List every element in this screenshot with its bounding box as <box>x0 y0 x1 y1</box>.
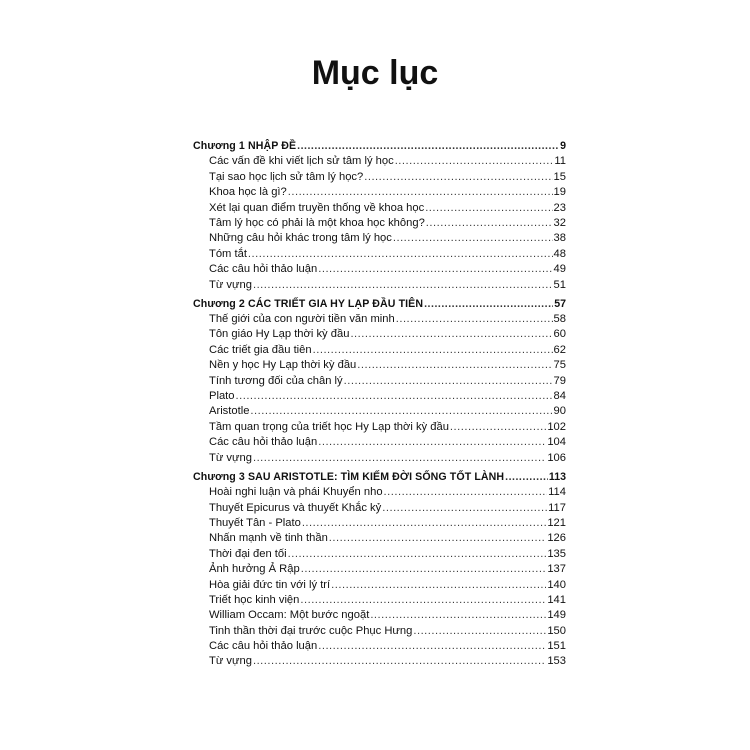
dot-leader <box>350 327 552 342</box>
toc-entry-label: Hoài nghi luận và phái Khuyển nho <box>209 486 383 499</box>
toc-entry[interactable] <box>193 374 566 389</box>
toc-entry[interactable] <box>193 278 566 293</box>
toc-entry[interactable] <box>193 216 566 231</box>
dot-leader <box>253 654 546 669</box>
toc-entry-page-number: 58 <box>553 313 566 326</box>
toc-entry-page-number: 19 <box>553 186 566 199</box>
toc-entry-label: Hòa giải đức tin với lý trí <box>209 578 331 591</box>
toc-entry[interactable] <box>193 201 566 216</box>
toc-entry-label: Những câu hỏi khác trong tâm lý học <box>209 232 392 245</box>
table-of-contents <box>193 139 566 670</box>
toc-entry-label: Các triết gia đầu tiên <box>209 343 312 356</box>
toc-entry-page-number: 151 <box>547 640 566 653</box>
toc-entry-label: Tâm lý học có phải là một khoa học không? <box>209 216 425 229</box>
toc-entry[interactable] <box>193 389 566 404</box>
toc-entry[interactable] <box>193 262 566 277</box>
toc-entry-page-number: 106 <box>547 451 566 464</box>
toc-entry-label: Các câu hỏi thảo luận <box>209 263 318 276</box>
toc-entry[interactable] <box>193 231 566 246</box>
toc-entry-page-number: 126 <box>547 532 566 545</box>
toc-entry[interactable] <box>193 404 566 419</box>
dot-leader <box>288 547 547 562</box>
toc-entry[interactable] <box>193 624 566 639</box>
dot-leader <box>396 312 553 327</box>
dot-leader <box>357 358 552 373</box>
toc-entry-label: Tinh thần thời đại trước cuộc Phục Hưng <box>209 624 413 637</box>
toc-entry[interactable] <box>193 451 566 466</box>
dot-leader <box>393 231 553 246</box>
dot-leader <box>297 139 559 154</box>
chapter-heading[interactable] <box>193 297 566 312</box>
dot-leader <box>424 297 553 312</box>
dot-leader <box>318 435 546 450</box>
dot-leader <box>425 201 552 216</box>
toc-entry-label: Nền y học Hy Lạp thời kỳ đầu <box>209 359 357 372</box>
toc-entry-page-number: 90 <box>553 405 566 418</box>
dot-leader <box>344 374 553 389</box>
toc-entry-page-number: 135 <box>547 547 566 560</box>
dot-leader <box>413 624 546 639</box>
dot-leader <box>364 170 552 185</box>
toc-entry[interactable] <box>193 358 566 373</box>
dot-leader <box>288 185 553 200</box>
toc-entry-label: Xét lại quan điểm truyền thống về khoa học <box>209 201 425 214</box>
toc-entry-page-number: 38 <box>553 232 566 245</box>
dot-leader <box>301 562 547 577</box>
toc-entry-page-number: 79 <box>553 374 566 387</box>
toc-entry[interactable] <box>193 531 566 546</box>
toc-entry-page-number: 84 <box>553 390 566 403</box>
chapter-page-number: 9 <box>560 140 566 152</box>
chapter-heading[interactable] <box>193 470 566 485</box>
dot-leader <box>253 278 553 293</box>
toc-entry[interactable] <box>193 435 566 450</box>
dot-leader <box>302 516 547 531</box>
toc-entry-page-number: 75 <box>553 359 566 372</box>
toc-entry-label: Tại sao học lịch sử tâm lý học? <box>209 170 364 183</box>
dot-leader <box>318 262 552 277</box>
chapter-title: Chương 3 SAU ARISTOTLE: TÌM KIẾM ĐỜI SỐNG TỐT LÀNH <box>193 470 505 483</box>
toc-entry-label: Các câu hỏi thảo luận <box>209 640 318 653</box>
toc-entry[interactable] <box>193 516 566 531</box>
toc-entry-label: Các câu hỏi thảo luận <box>209 436 318 449</box>
toc-entry[interactable] <box>193 562 566 577</box>
chapter-heading[interactable] <box>193 139 566 154</box>
dot-leader <box>250 404 552 419</box>
toc-entry[interactable] <box>193 420 566 435</box>
toc-entry-page-number: 114 <box>548 486 566 499</box>
toc-entry-label: Tóm tắt <box>209 247 247 260</box>
toc-entry[interactable] <box>193 154 566 169</box>
toc-entry-page-number: 32 <box>553 216 566 229</box>
toc-entry-page-number: 60 <box>553 328 566 341</box>
dot-leader <box>253 451 546 466</box>
toc-entry-page-number: 102 <box>547 420 566 433</box>
toc-entry-label: Thuyết Epicurus và thuyết Khắc kỷ <box>209 501 382 514</box>
chapter-title: Chương 2 CÁC TRIẾT GIA HY LẠP ĐẦU TIÊN <box>193 297 424 310</box>
toc-entry-label: Aristotle <box>209 405 250 418</box>
toc-entry-label: Từ vựng <box>209 451 252 464</box>
toc-entry[interactable] <box>193 170 566 185</box>
dot-leader <box>370 608 546 623</box>
toc-entry-page-number: 153 <box>547 655 566 668</box>
toc-entry-label: Từ vựng <box>209 278 252 291</box>
toc-entry[interactable] <box>193 343 566 358</box>
dot-leader <box>450 420 546 435</box>
toc-entry-page-number: 104 <box>547 436 566 449</box>
chapter-page-number: 57 <box>554 297 566 310</box>
toc-entry[interactable] <box>193 327 566 342</box>
toc-entry-label: Thuyết Tân - Plato <box>209 516 301 529</box>
dot-leader <box>384 485 548 500</box>
toc-entry-page-number: 11 <box>554 155 566 168</box>
dot-leader <box>318 639 546 654</box>
toc-entry[interactable] <box>193 485 566 500</box>
toc-entry-label: Nhấn mạnh về tinh thần <box>209 532 328 545</box>
toc-entry[interactable] <box>193 593 566 608</box>
toc-entry[interactable] <box>193 501 566 516</box>
toc-entry-label: Tầm quan trọng của triết học Hy Lạp thời kỳ đầu <box>209 420 449 433</box>
toc-entry-label: William Occam: Một bước ngoặt <box>209 609 370 622</box>
toc-entry-page-number: 137 <box>547 563 566 576</box>
toc-entry-page-number: 121 <box>547 516 566 529</box>
chapter-page-number: 113 <box>548 470 566 483</box>
toc-entry-page-number: 150 <box>547 624 566 637</box>
dot-leader <box>426 216 553 231</box>
toc-entry-label: Các vấn đề khi viết lịch sử tâm lý học <box>209 155 394 168</box>
toc-entry-label: Khoa học là gì? <box>209 186 287 199</box>
dot-leader <box>236 389 553 404</box>
toc-entry-page-number: 141 <box>547 593 566 606</box>
dot-leader <box>382 501 547 516</box>
toc-entry[interactable] <box>193 247 566 262</box>
toc-entry-label: Tôn giáo Hy Lạp thời kỳ đầu <box>209 328 350 341</box>
toc-entry-label: Thế giới của con người tiền văn minh <box>209 313 395 326</box>
toc-entry-page-number: 15 <box>553 170 566 183</box>
toc-entry-label: Ảnh hưởng Ả Rập <box>209 563 300 576</box>
toc-entry[interactable] <box>193 312 566 327</box>
toc-entry-page-number: 49 <box>553 263 566 276</box>
page-title: Mục lục <box>311 54 439 92</box>
toc-entry-page-number: 117 <box>548 501 566 514</box>
toc-entry-label: Từ vựng <box>209 655 252 668</box>
toc-entry-label: Thời đại đen tối <box>209 547 287 560</box>
toc-entry-label: Triết học kinh viện <box>209 593 300 606</box>
toc-entry-page-number: 62 <box>553 343 566 356</box>
dot-leader <box>505 470 548 485</box>
toc-entry[interactable] <box>193 608 566 623</box>
toc-entry-label: Tính tương đối của chân lý <box>209 374 343 387</box>
toc-entry[interactable] <box>193 578 566 593</box>
toc-entry-page-number: 140 <box>547 578 566 591</box>
toc-entry-label: Plato <box>209 390 235 403</box>
dot-leader <box>331 578 546 593</box>
toc-entry-page-number: 48 <box>553 247 566 260</box>
dot-leader <box>313 343 553 358</box>
toc-entry-page-number: 149 <box>547 609 566 622</box>
toc-entry-page-number: 51 <box>553 278 566 291</box>
toc-entry-page-number: 23 <box>553 201 566 214</box>
dot-leader <box>248 247 553 262</box>
dot-leader <box>300 593 546 608</box>
toc-entry[interactable] <box>193 185 566 200</box>
toc-entry[interactable] <box>193 654 566 669</box>
chapter-title: Chương 1 NHẬP ĐỀ <box>193 140 297 152</box>
dot-leader <box>395 154 554 169</box>
dot-leader <box>329 531 547 546</box>
toc-entry[interactable] <box>193 639 566 654</box>
toc-entry[interactable] <box>193 547 566 562</box>
